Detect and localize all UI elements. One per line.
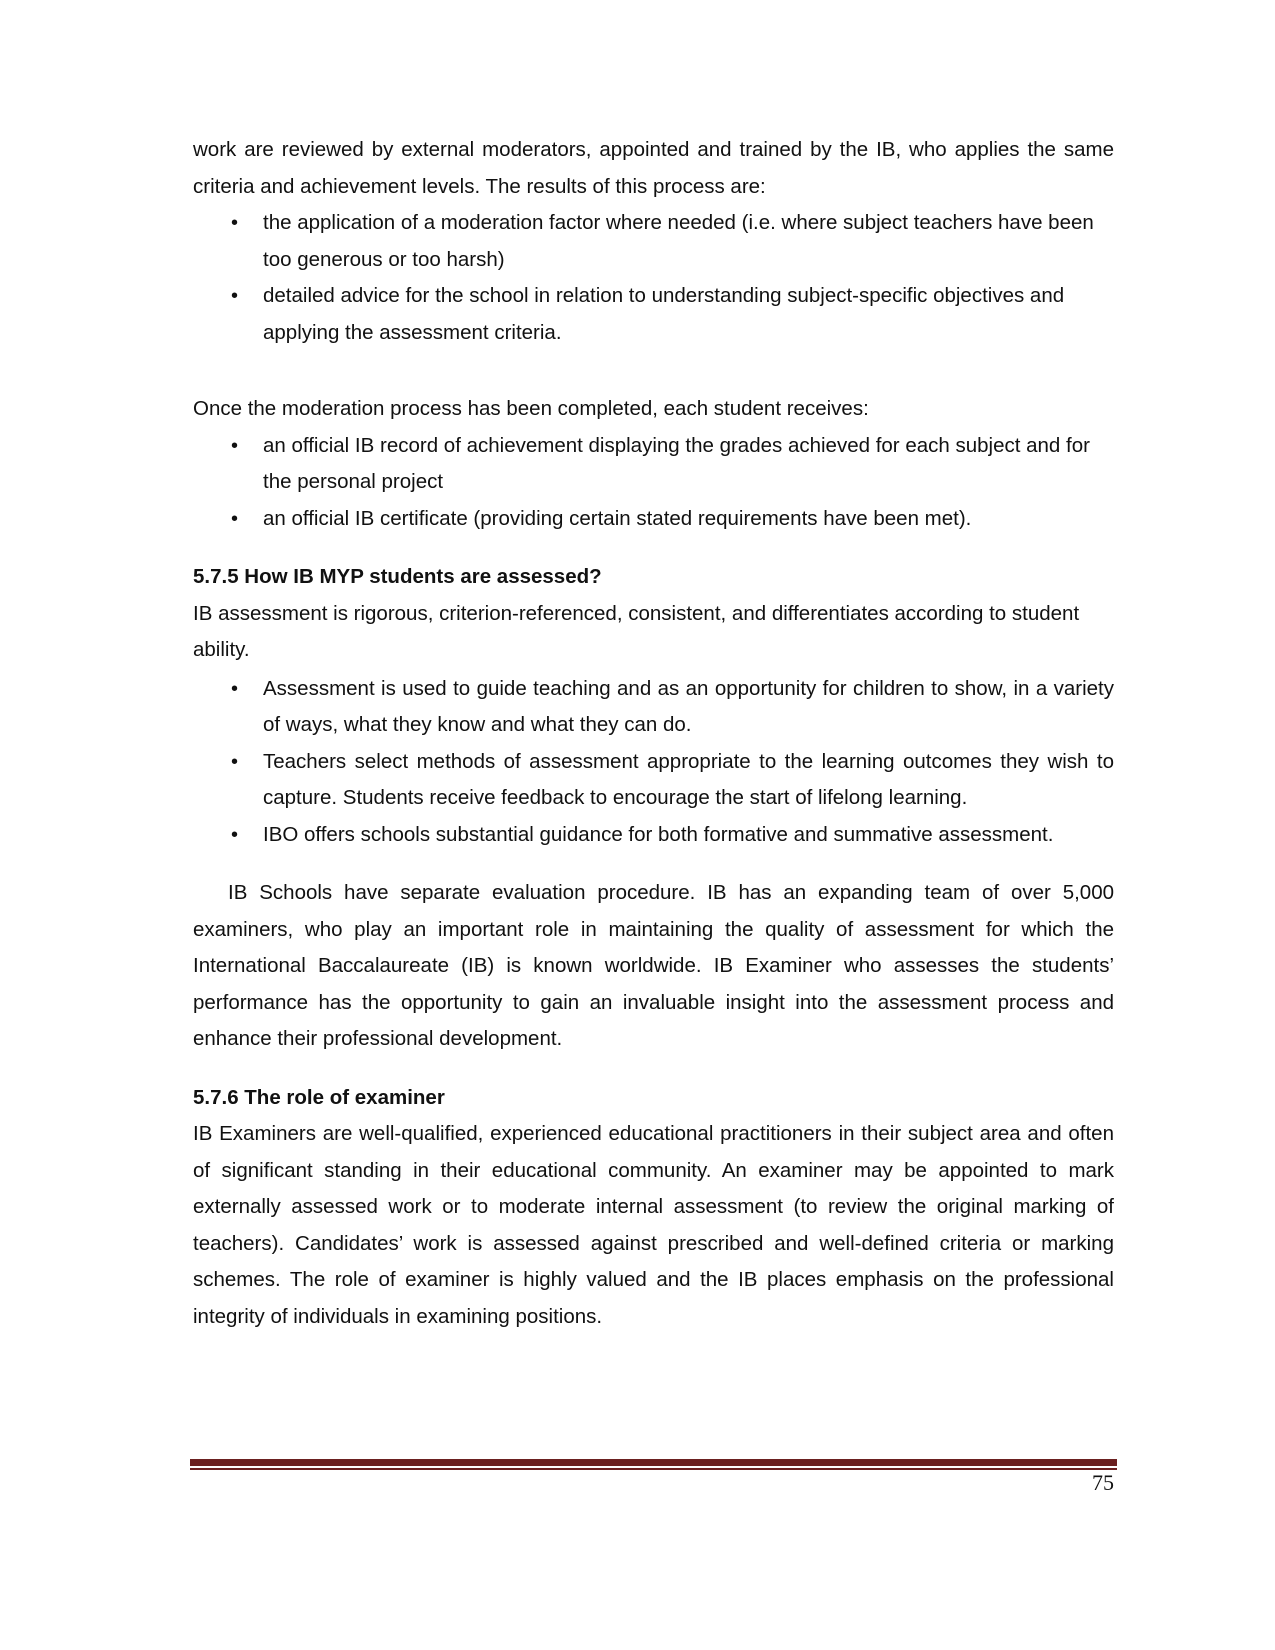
page-number: 75 (1092, 1470, 1114, 1495)
section-575-paragraph-2: IB Schools have separate evaluation procedure. IB has an expanding team of over 5,000 examiners, who play an important role in maintaining the quality of assessment for which the International Baccalaureate (IB) is known worldwide. IB Examiner who assesses the students’ performance has the opportunity to gain an invaluable insight into the assessment process and enhance their professional development. (193, 881, 1114, 1050)
document-body (193, 132, 1114, 1335)
list-item (193, 744, 1114, 817)
section-575-paragraph: IB assessment is rigorous, criterion-referenced, consistent, and differentiates according to student ability. (193, 601, 1080, 661)
list-item-text: the application of a moderation factor where needed (i.e. where subject teachers have been too generous or too harsh) (263, 211, 1094, 271)
list-item-text: detailed advice for the school in relation to understanding subject-specific objectives and applying the assessment criteria. (263, 284, 1065, 344)
bullet-icon: • (231, 823, 239, 846)
bullet-icon: • (231, 434, 239, 457)
list-item-text: Assessment is used to guide teaching and as an opportunity for children to show, in a variety of ways, what they know and what they can do. (263, 676, 1114, 736)
list-item-text: Teachers select methods of assessment appropriate to the learning outcomes they wish to capture. Students receive feedback to encourage the start of lifelong learning. (263, 749, 1114, 809)
list-item (193, 205, 1114, 278)
bullet-icon: • (231, 212, 239, 234)
list-item-text: an official IB certificate (providing certain stated requirements have been met). (263, 506, 972, 530)
section-576-paragraph: IB Examiners are well-qualified, experienced educational practitioners in their subject area and often of significant standing in their educational community. An examiner may be appointed to mark externally assessed work or to moderate internal assessment (to review the original marking of teachers). Candidates’ work is assessed against prescribed and well-defined criteria or marking schemes. The role of examiner is highly valued and the IB places emphasis on the professional integrity of individuals in examining positions. (193, 1122, 1114, 1328)
intro-paragraph: work are reviewed by external moderators, appointed and trained by the IB, who applies the same criteria and achievement levels. The results of this process are: (193, 138, 1114, 198)
bullet-icon: • (231, 507, 239, 530)
footer-rule (190, 1459, 1117, 1466)
moderation-bullet-list (193, 428, 1114, 538)
section-heading-575: 5.7.5 How IB MYP students are assessed? (193, 565, 602, 588)
list-item-text: an official IB record of achievement displaying the grades achieved for each subject and for the personal project (263, 433, 1090, 493)
list-item (193, 278, 1114, 351)
list-item (193, 501, 1114, 538)
section-575-bullet-list (193, 671, 1114, 854)
bullet-icon: • (231, 285, 239, 307)
bullet-icon: • (231, 750, 239, 773)
footer-rule-thin (190, 1468, 1117, 1470)
moderation-paragraph: Once the moderation process has been completed, each student receives: (193, 397, 869, 420)
list-item (193, 671, 1114, 744)
section-heading-576: 5.7.6 The role of examiner (193, 1085, 445, 1109)
list-item (193, 817, 1114, 854)
list-item-text: IBO offers schools substantial guidance for both formative and summative assessment. (263, 822, 1054, 846)
intro-bullet-list (193, 205, 1114, 351)
bullet-icon: • (231, 677, 239, 700)
list-item (193, 428, 1114, 501)
